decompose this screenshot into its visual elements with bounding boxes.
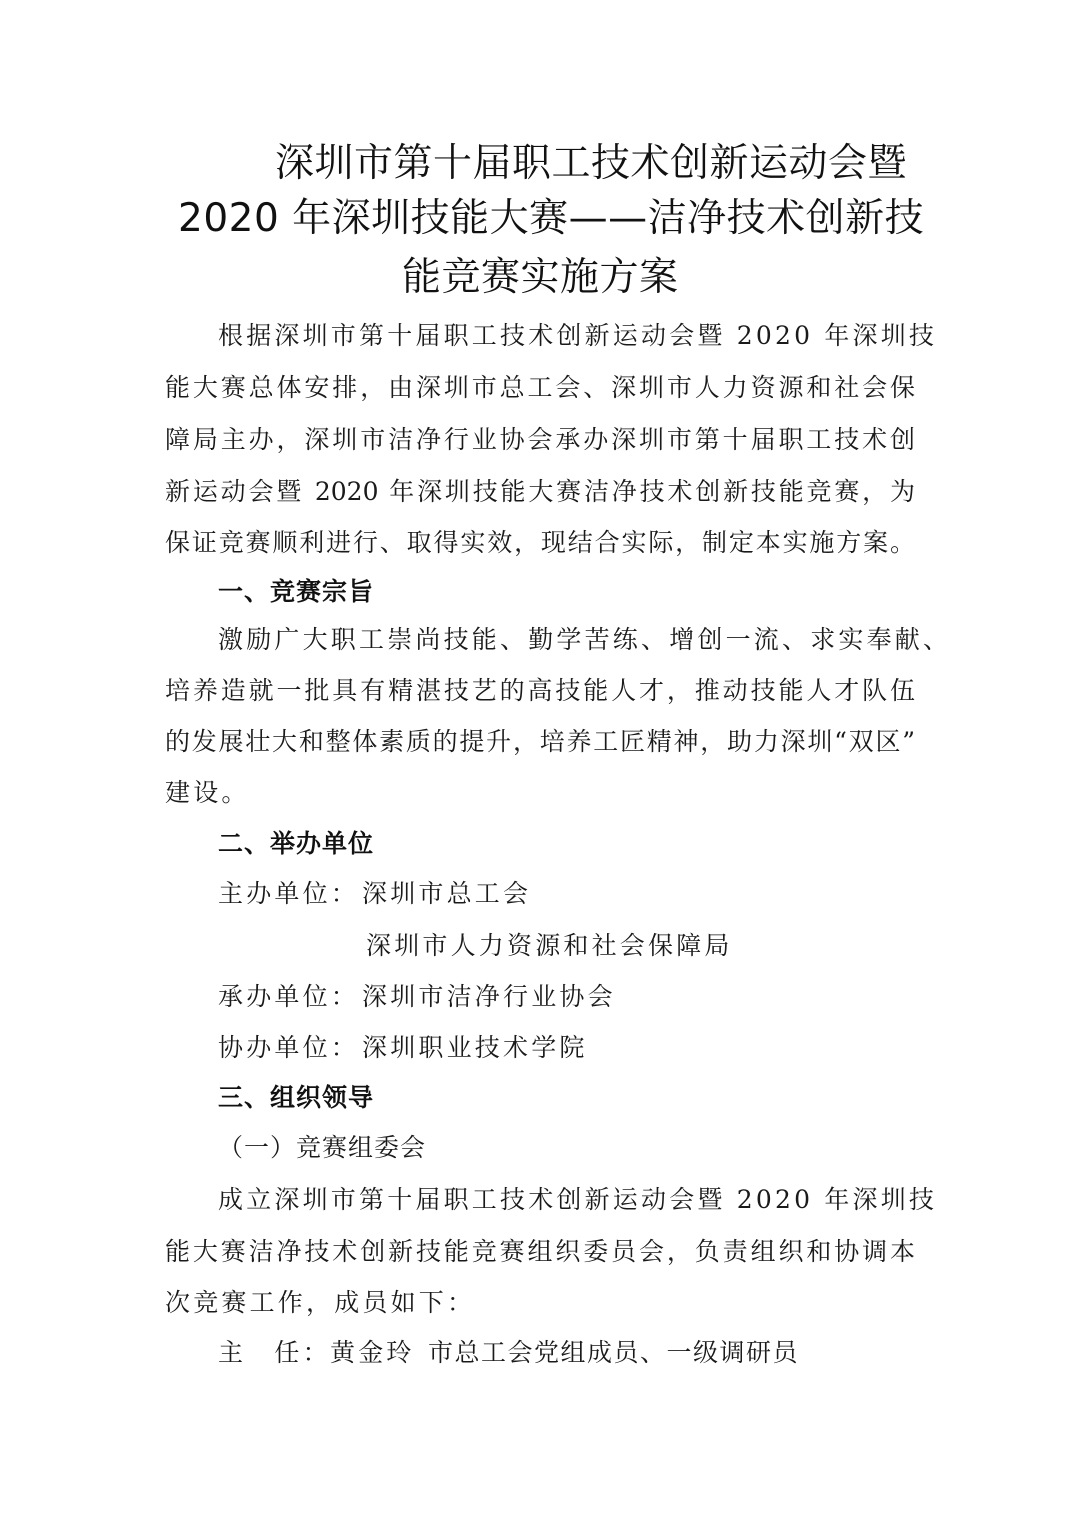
purpose-line-3: 的发展壮大和整体素质的提升，培养工匠精神，助力深圳“双区” [165, 727, 915, 756]
director-label: 主 任： [218, 1338, 331, 1367]
intro-line-4: 新运动会暨 2020 年深圳技能大赛洁净技术创新技能竞赛，为 [165, 477, 915, 506]
committee-line-1: 成立深圳市第十届职工技术创新运动会暨 2020 年深圳技 [218, 1185, 938, 1214]
section-heading-purpose: 一、竞赛宗旨 [218, 577, 375, 606]
co-organizer-name: 深圳职业技术学院 [362, 1033, 588, 1062]
section-heading-organizers: 二、举办单位 [218, 829, 375, 858]
committee-line-3: 次竞赛工作，成员如下： [165, 1288, 476, 1317]
intro-line-5: 保证竞赛顺利进行、取得实效，现结合实际，制定本实施方案。 [165, 528, 915, 557]
document-title-line-1: 深圳市第十届职工技术创新运动会暨 [275, 141, 908, 186]
purpose-line-1: 激励广大职工崇尚技能、勤学苦练、增创一流、求实奉献、 [218, 625, 952, 654]
organizer-label: 承办单位： [218, 982, 360, 1011]
organizer-name: 深圳市洁净行业协会 [362, 982, 616, 1011]
director-name: 黄金玲 [330, 1338, 415, 1367]
document-title-line-3: 能竞赛实施方案 [402, 255, 679, 300]
section-heading-leadership: 三、组织领导 [218, 1083, 375, 1112]
purpose-line-2: 培养造就一批具有精湛技艺的高技能人才，推动技能人才队伍 [165, 676, 915, 705]
director-title: 市总工会党组成员、一级调研员 [428, 1338, 800, 1367]
host-label: 主办单位： [218, 879, 360, 908]
intro-line-1: 根据深圳市第十届职工技术创新运动会暨 2020 年深圳技 [218, 321, 938, 350]
document-title-line-2: 2020 年深圳技能大赛——洁净技术创新技 [178, 196, 925, 241]
host-2: 深圳市人力资源和社会保障局 [366, 931, 733, 960]
intro-line-2: 能大赛总体安排，由深圳市总工会、深圳市人力资源和社会保 [165, 373, 915, 402]
committee-line-2: 能大赛洁净技术创新技能竞赛组织委员会，负责组织和协调本 [165, 1237, 915, 1266]
co-organizer-label: 协办单位： [218, 1033, 360, 1062]
host-1: 深圳市总工会 [362, 879, 532, 908]
sub-heading-committee: （一）竞赛组委会 [218, 1133, 427, 1162]
intro-line-3: 障局主办，深圳市洁净行业协会承办深圳市第十届职工技术创 [165, 425, 915, 454]
purpose-line-4: 建设。 [165, 778, 250, 807]
